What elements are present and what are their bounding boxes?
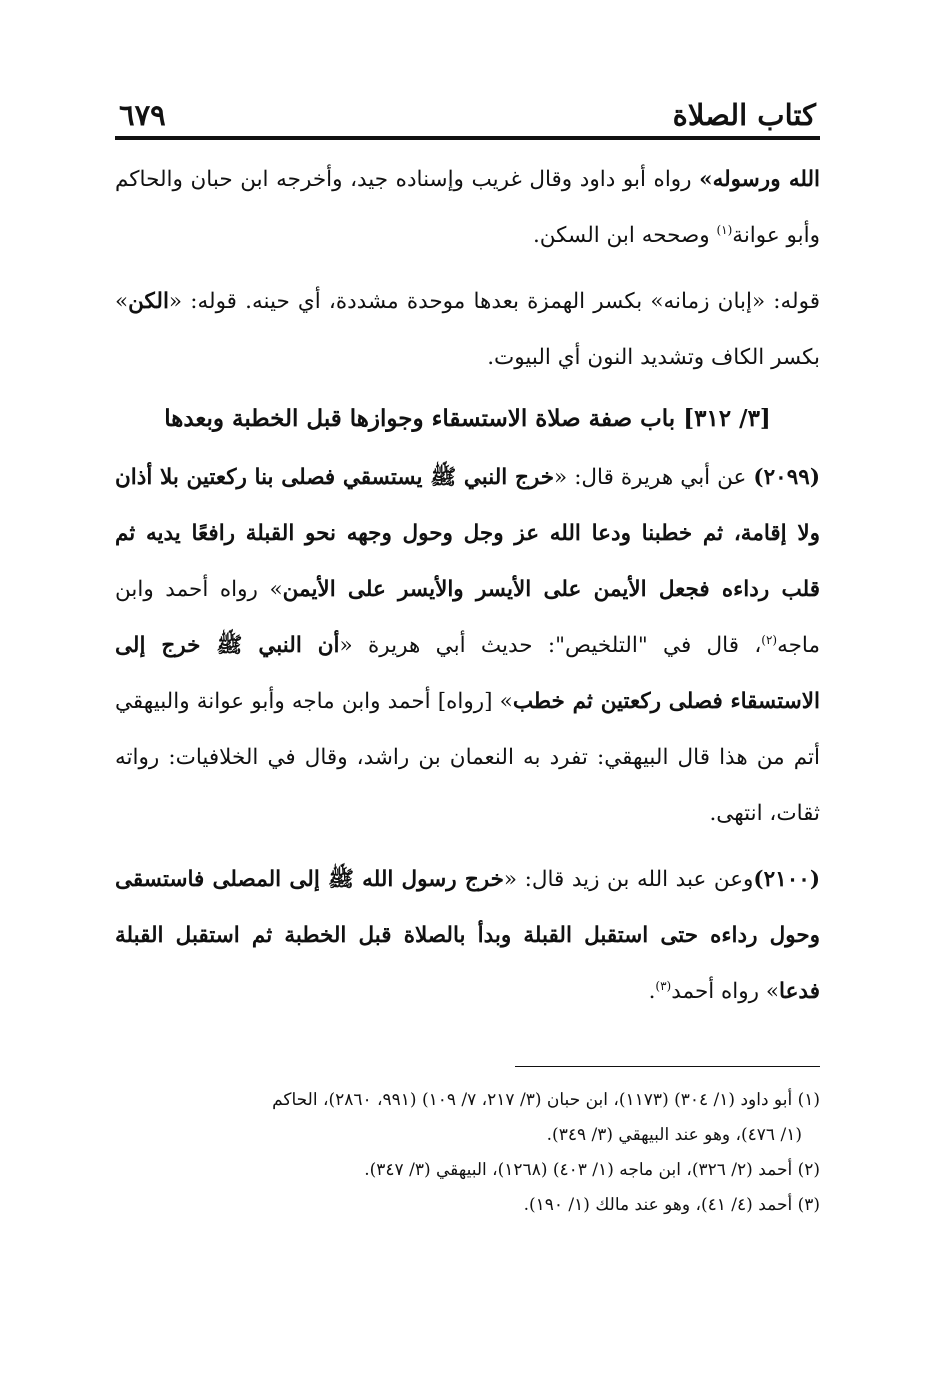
book-title: كتاب الصلاة bbox=[672, 98, 816, 132]
intro-text: رواه أبو داود وقال غريب وإسناده جيد، وأخرجه ابن حبان والحاكم وأبو عوانة bbox=[115, 167, 820, 248]
gloss-text-b: » بكسر الكاف وتشديد النون أي البيوت. bbox=[115, 289, 820, 370]
header-rule bbox=[115, 136, 820, 140]
running-header bbox=[115, 80, 820, 132]
footnotes bbox=[115, 1083, 820, 1223]
hadith-2099 bbox=[115, 450, 820, 842]
talkhis-matn: أن النبي ﷺ خرج إلى الاستسقاء فصلى ركعتين ثم خطب bbox=[115, 633, 820, 714]
page-number: ٦٧٩ bbox=[119, 98, 166, 132]
intro-text-end: وصححه ابن السكن. bbox=[532, 223, 717, 248]
hadith-intro: وعن عبد الله بن زيد قال: « bbox=[503, 867, 754, 892]
hadith-end: . bbox=[648, 979, 656, 1004]
hadith-number: (٢٠٩٩) bbox=[753, 465, 820, 490]
chapter-heading: [٣/ ٣١٢] باب صفة صلاة الاستسقاء وجوازها قبل الخطبة وبعدها bbox=[164, 405, 771, 432]
talkhis-text-b: » [رواه] أحمد وابن ماجه وأبو عوانة والبيهقي أتم من هذا قال البيهقي: تفرد به النعمان بن راشد، وقال في الخلافيات: رواته ثقات، انتهى. bbox=[115, 689, 820, 826]
intro-paragraph-1 bbox=[115, 152, 820, 264]
hadith-intro: عن أبي هريرة قال: « bbox=[554, 465, 754, 490]
footnote-ref-3[interactable]: (٣) bbox=[655, 978, 672, 993]
gloss-text-a: قوله: «إبان زمانه» بكسر الهمزة بعدها موحدة مشددة، أي حينه. قوله: « bbox=[168, 289, 820, 314]
hadith-2100 bbox=[115, 852, 820, 1020]
intro-paragraph-2 bbox=[115, 274, 820, 386]
footnote-3: (٣) أحمد (٤/ ٤١)، وهو عند مالك (١/ ١٩٠). bbox=[523, 1195, 820, 1215]
hadith-matn: خرج النبي ﷺ يستسقي فصلى بنا ركعتين بلا أذان ولا إقامة، ثم خطبنا ودعا الله عز وجل وحول وجهه نحو القبلة رافعًا يديه ثم قلب رداءه فجعل الأيمن على الأيسر والأيسر على الأيمن bbox=[115, 465, 820, 602]
book-page bbox=[115, 80, 820, 1223]
talkhis-text-a: ، قال في "التلخيص": حديث أبي هريرة « bbox=[339, 633, 762, 658]
hadith-number: (٢١٠٠) bbox=[753, 867, 820, 892]
hadith-matn: خرج رسول الله ﷺ إلى المصلى فاستسقى وحول رداءه حتى استقبل القبلة وبدأ بالصلاة قبل الخطبة ثم استقبل القبلة فدعا bbox=[115, 867, 820, 1004]
footnote-ref-1[interactable]: (١) bbox=[716, 222, 733, 237]
hadith-source: » رواه أحمد وابن ماجه bbox=[115, 577, 820, 658]
gloss-term-kun: الكن bbox=[128, 289, 169, 314]
hadith-source: » رواه أحمد bbox=[671, 979, 780, 1004]
footnote-1: (١) أبو داود (١/ ٣٠٤) (١١٧٣)، ابن حبان (٣/ ٢١٧، ٧/ ١٠٩) (٩٩١، ٢٨٦٠)، الحاكم bbox=[272, 1090, 820, 1110]
footnote-2: (٢) أحمد (٢/ ٣٢٦)، ابن ماجه (١/ ٤٠٣) (١٢٦٨)، البيهقي (٣/ ٣٤٧). bbox=[364, 1160, 820, 1180]
footnote-separator bbox=[515, 1066, 820, 1067]
footnote-ref-2[interactable]: (٢) bbox=[761, 632, 778, 647]
footnote-1-continuation: (١/ ٤٧٦)، وهو عند البيهقي (٣/ ٣٤٩). bbox=[546, 1125, 802, 1145]
intro-bold-quote: الله ورسوله» bbox=[699, 167, 820, 192]
